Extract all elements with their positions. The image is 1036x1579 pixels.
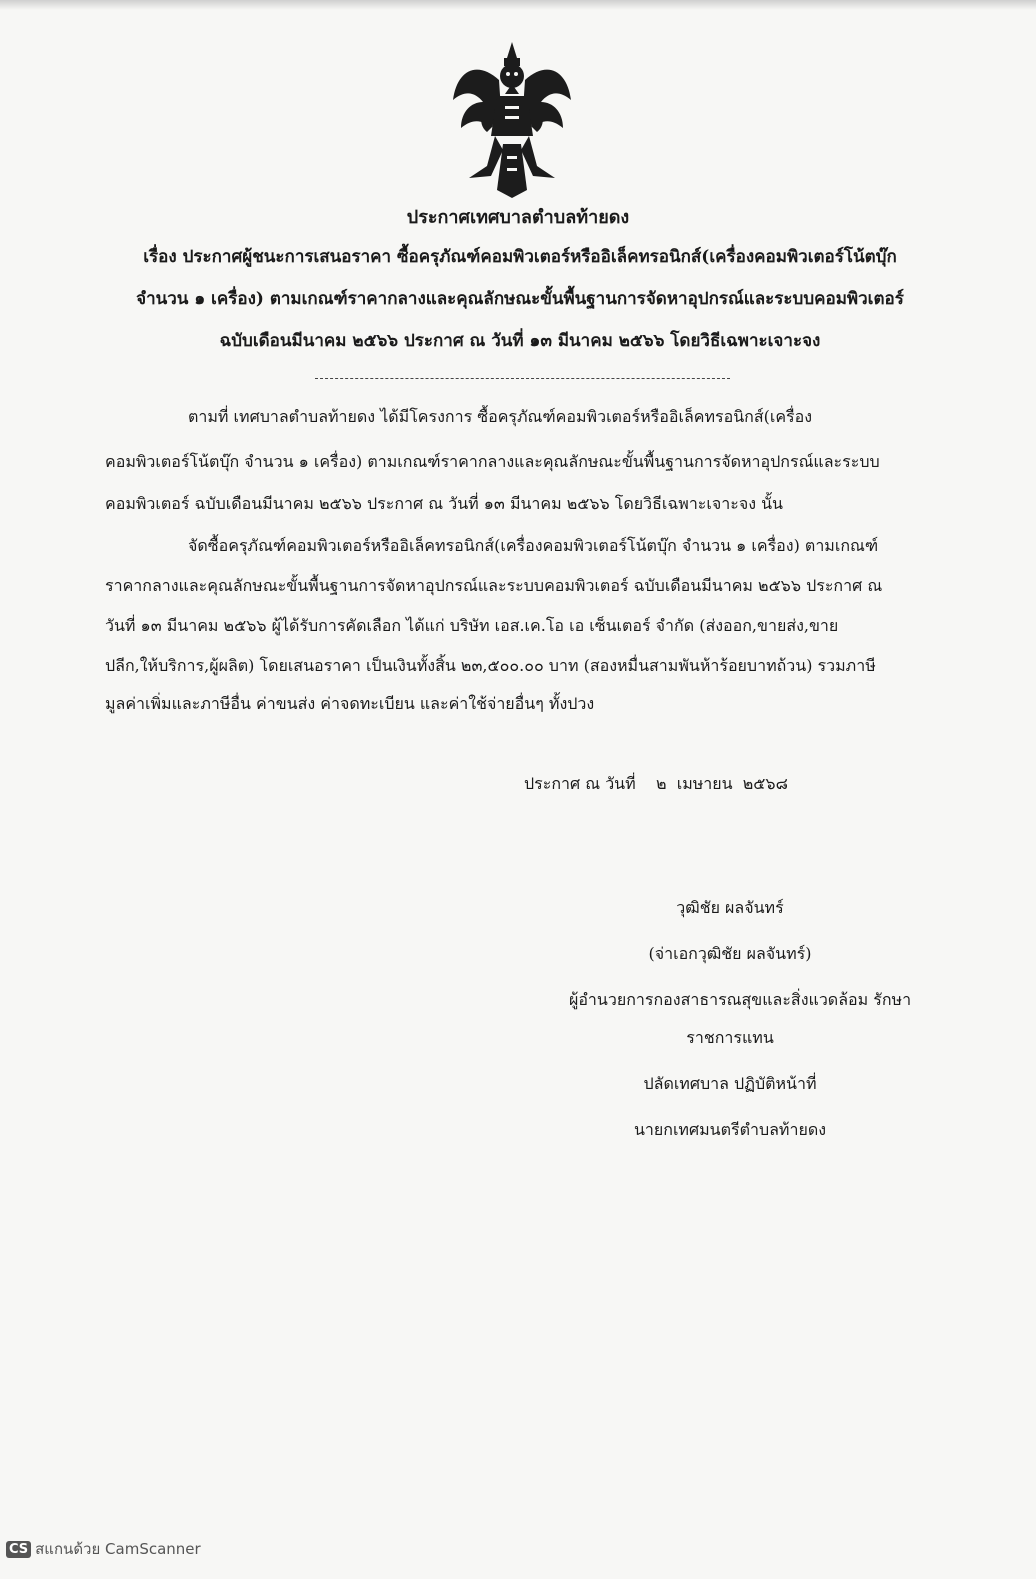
signer-position-line-4: นายกเทศมนตรีตำบลท้ายดง	[633, 1120, 827, 1139]
camscanner-logo-icon: CS	[6, 1541, 31, 1558]
paragraph-2-line-3: วันที่ ๑๓ มีนาคม ๒๕๖๖ ผู้ได้รับการคัดเลือก ได้แก่ บริษัท เอส.เค.โอ เอ เซ็นเตอร์ จำกัด (ส่งออก,ขายส่ง,ขาย	[105, 616, 839, 635]
subject-line-3: ฉบับเดือนมีนาคม ๒๕๖๖ ประกาศ ณ วันที่ ๑๓ มีนาคม ๒๕๖๖ โดยวิธีเฉพาะเจาะจง	[219, 331, 821, 351]
paragraph-2-line-4: ปลีก,ให้บริการ,ผู้ผลิต) โดยเสนอราคา เป็นเงินทั้งสิ้น ๒๓,๕๐๐.๐๐ บาท (สองหมื่นสามพันห้าร้อยบาทถ้วน) รวมภาษี	[105, 656, 876, 675]
subject-line-1: เรื่อง ประกาศผู้ชนะการเสนอราคา ซื้อครุภัณฑ์คอมพิวเตอร์หรืออิเล็คทรอนิกส์(เครื่องคอมพิวเตอร์โน้ตบุ๊ก	[143, 247, 897, 267]
paragraph-2-line-2: ราคากลางและคุณลักษณะขั้นพื้นฐานการจัดหาอุปกรณ์และระบบคอมพิวเตอร์ ฉบับเดือนมีนาคม ๒๕๖๖ ประกาศ ณ	[105, 576, 883, 595]
paragraph-1-line-1: ตามที่ เทศบาลตำบลท้ายดง ได้มีโครงการ ซื้อครุภัณฑ์คอมพิวเตอร์หรืออิเล็คทรอนิกส์(เครื่อง	[188, 407, 813, 426]
document-title: ประกาศเทศบาลตำบลท้ายดง	[406, 207, 630, 228]
divider-line	[315, 378, 730, 379]
paragraph-2-line-1: จัดซื้อครุภัณฑ์คอมพิวเตอร์หรืออิเล็คทรอนิกส์(เครื่องคอมพิวเตอร์โน้ตบุ๊ก จำนวน ๑ เครื่อง) ตามเกณฑ์	[188, 536, 879, 555]
signer-full-name: (จ่าเอกวุฒิชัย ผลจันทร์)	[648, 944, 812, 963]
signer-position-line-2: ราชการแทน	[686, 1028, 774, 1047]
signer-position-line-3: ปลัดเทศบาล ปฏิบัติหน้าที่	[643, 1074, 817, 1093]
scanner-watermark-text: สแกนด้วย CamScanner	[35, 1540, 201, 1558]
signer-position-line-1: ผู้อำนวยการกองสาธารณสุขและสิ่งแวดล้อม รักษา	[568, 990, 912, 1009]
scanner-watermark	[6, 1537, 201, 1561]
page-top-edge	[0, 0, 1036, 10]
paragraph-2-line-5: มูลค่าเพิ่มและภาษีอื่น ค่าขนส่ง ค่าจดทะเบียน และค่าใช้จ่ายอื่นๆ ทั้งปวง	[105, 694, 595, 713]
announce-date: ประกาศ ณ วันที่ ๒ เมษายน ๒๕๖๘	[524, 774, 788, 793]
paragraph-1-line-2: คอมพิวเตอร์โน้ตบุ๊ก จำนวน ๑ เครื่อง) ตามเกณฑ์ราคากลางและคุณลักษณะขั้นพื้นฐานการจัดหาอุปกรณ์และระบบ	[105, 452, 880, 471]
paragraph-1-line-3: คอมพิวเตอร์ ฉบับเดือนมีนาคม ๒๕๖๖ ประกาศ ณ วันที่ ๑๓ มีนาคม ๒๕๖๖ โดยวิธีเฉพาะเจาะจง นั้น	[105, 494, 783, 513]
subject-line-2: จำนวน ๑ เครื่อง) ตามเกณฑ์ราคากลางและคุณลักษณะขั้นพื้นฐานการจัดหาอุปกรณ์และระบบคอมพิวเตอร์	[136, 289, 904, 309]
signature-handwritten: วุฒิชัย ผลจันทร์	[676, 898, 784, 917]
garuda-emblem-icon	[447, 40, 577, 200]
